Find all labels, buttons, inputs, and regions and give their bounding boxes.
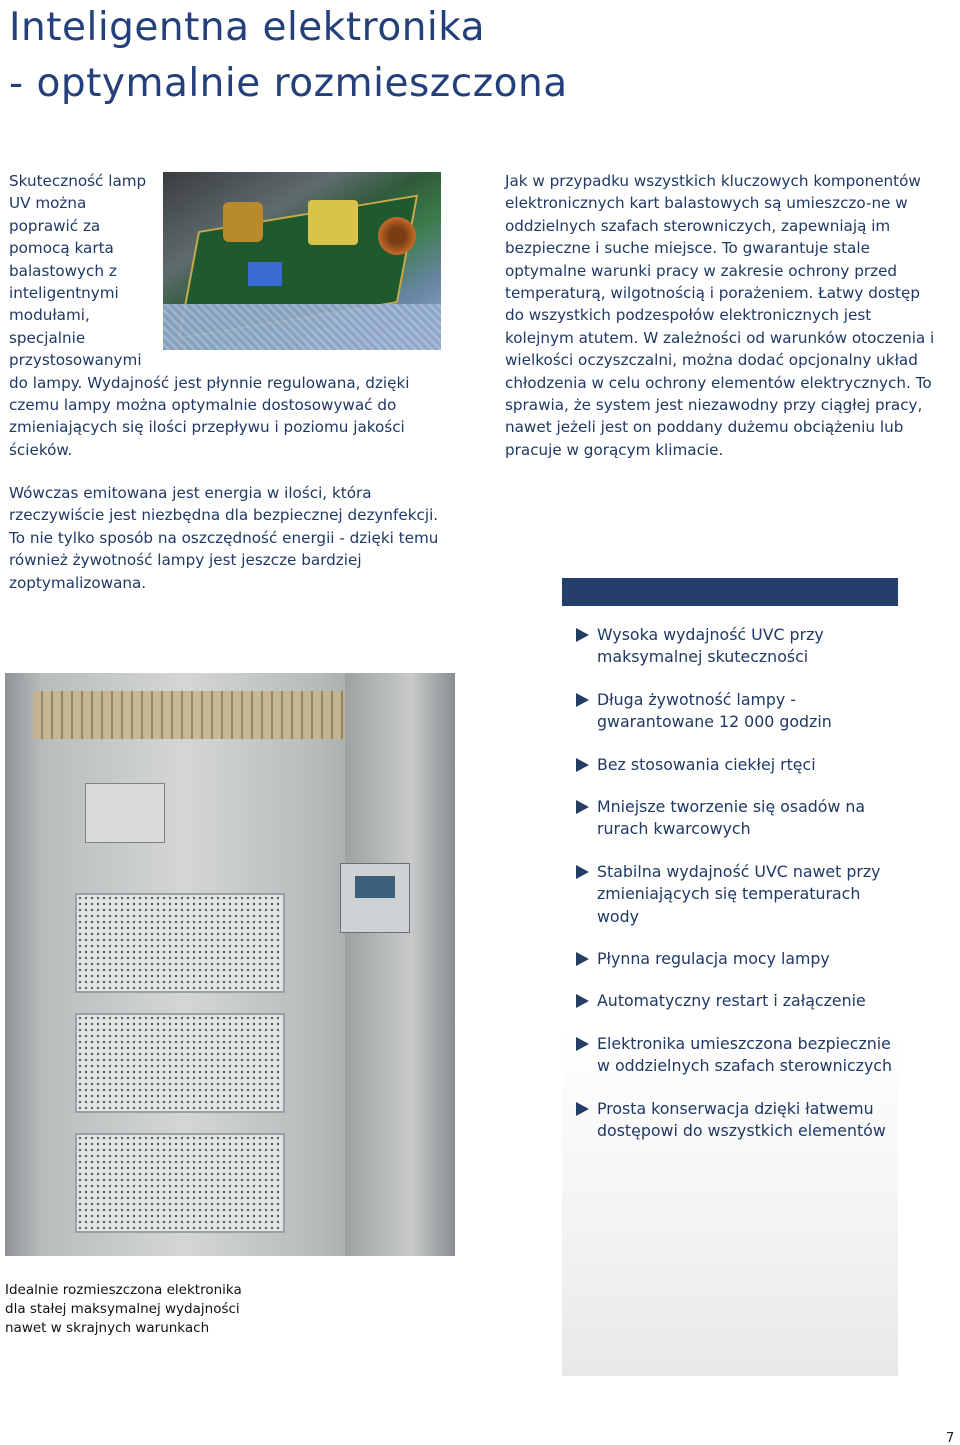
pcb-component — [223, 202, 263, 242]
triangle-bullet-icon — [576, 994, 589, 1008]
ballast-grille — [75, 1133, 285, 1233]
feature-item: Płynna regulacja mocy lampy — [576, 948, 896, 970]
features-list — [576, 624, 896, 1143]
triangle-bullet-icon — [576, 865, 589, 879]
feature-item: Wysoka wydajność UVC przy maksymalnej skuteczności — [576, 624, 896, 669]
pcb-component — [308, 200, 358, 245]
triangle-bullet-icon — [576, 628, 589, 642]
control-cabinet-photo — [5, 673, 455, 1256]
triangle-bullet-icon — [576, 1102, 589, 1116]
feature-item: Mniejsze tworzenie się osadów na rurach kwarcowych — [576, 796, 896, 841]
intro-section — [9, 170, 441, 461]
feature-item: Automatyczny restart i załączenie — [576, 990, 896, 1012]
photo-caption: Idealnie rozmieszczona elektronika dla stałej maksymalnej wydajności nawet w skrajnych warunkach — [5, 1282, 242, 1336]
filter-module — [85, 783, 165, 843]
feature-item: Prosta konserwacja dzięki łatwemu dostępowi do wszystkich elementów — [576, 1098, 896, 1143]
cabinet-door — [345, 673, 455, 1256]
features-header-bar — [562, 578, 898, 606]
feature-item: Bez stosowania ciekłej rtęci — [576, 754, 896, 776]
page-title-line2: - optymalnie rozmieszczona — [9, 61, 568, 106]
pcb-component — [248, 262, 282, 286]
pcb-coil — [378, 217, 416, 255]
controller-unit — [340, 863, 410, 933]
triangle-bullet-icon — [576, 952, 589, 966]
energy-paragraph: Wówczas emitowana jest energia w ilości, która rzeczywiście jest niezbędna dla bezpiecznej dezynfekcji. To nie tylko sposób na oszczędność energii - dzięki temu również żywotność lampy jest jeszcze bardziej zoptymalizowana. — [9, 484, 439, 592]
control-cabinet-paragraph: Jak w przypadku wszystkich kluczowych komponentów elektronicznych kart balastowych są umieszczo-ne w oddzielnych szafach sterowniczych, zapewniają im bezpieczne i suche miejsce. To gwarantuje stale optymalne warunki pracy w zakresie ochrony przed temperaturą, wilgotnością i porażeniem. Łatwy dostęp do wszystkich podzespołów elektronicznych jest kolejnym atutem. W zależności od warunków otoczenia i wielkości oczyszczalni, można dodać opcjonalny układ chłodzenia w celu ochrony elementów elektrycznych. To sprawia, że system jest niezawodny przy ciągłej pracy, nawet jeżeli jest on poddany dużemu obciążeniu lub pracuje w gorącym klimacie. — [505, 172, 935, 459]
terminal-rail — [33, 691, 353, 739]
triangle-bullet-icon — [576, 693, 589, 707]
intro-paragraph: Skuteczność lamp UV można poprawić za pomocą karta balastowych z inteligentnymi modułami, specjalnie przystosowanymi do lampy. Wydajność jest płynnie regulowana, dzięki czemu lampy można optymalnie dostosowywać do zmieniających się ilości przepływu i poziomu jakości ścieków. — [9, 172, 410, 459]
feature-item: Elektronika umieszczona bezpiecznie w oddzielnych szafach sterowniczych — [576, 1033, 896, 1078]
page-number: 7 — [946, 1431, 955, 1445]
feature-item: Długa żywotność lampy - gwarantowane 12 000 godzin — [576, 689, 896, 734]
ballast-grille — [75, 893, 285, 993]
pcb-mesh-background — [163, 304, 441, 350]
feature-item: Stabilna wydajność UVC nawet przy zmieniających się temperaturach wody — [576, 861, 896, 928]
ballast-card-photo — [163, 172, 441, 350]
triangle-bullet-icon — [576, 800, 589, 814]
triangle-bullet-icon — [576, 758, 589, 772]
triangle-bullet-icon — [576, 1037, 589, 1051]
page-title-line1: Inteligentna elektronika — [9, 5, 486, 50]
controller-screen — [355, 876, 395, 898]
page-title — [9, 0, 568, 112]
ballast-grille — [75, 1013, 285, 1113]
